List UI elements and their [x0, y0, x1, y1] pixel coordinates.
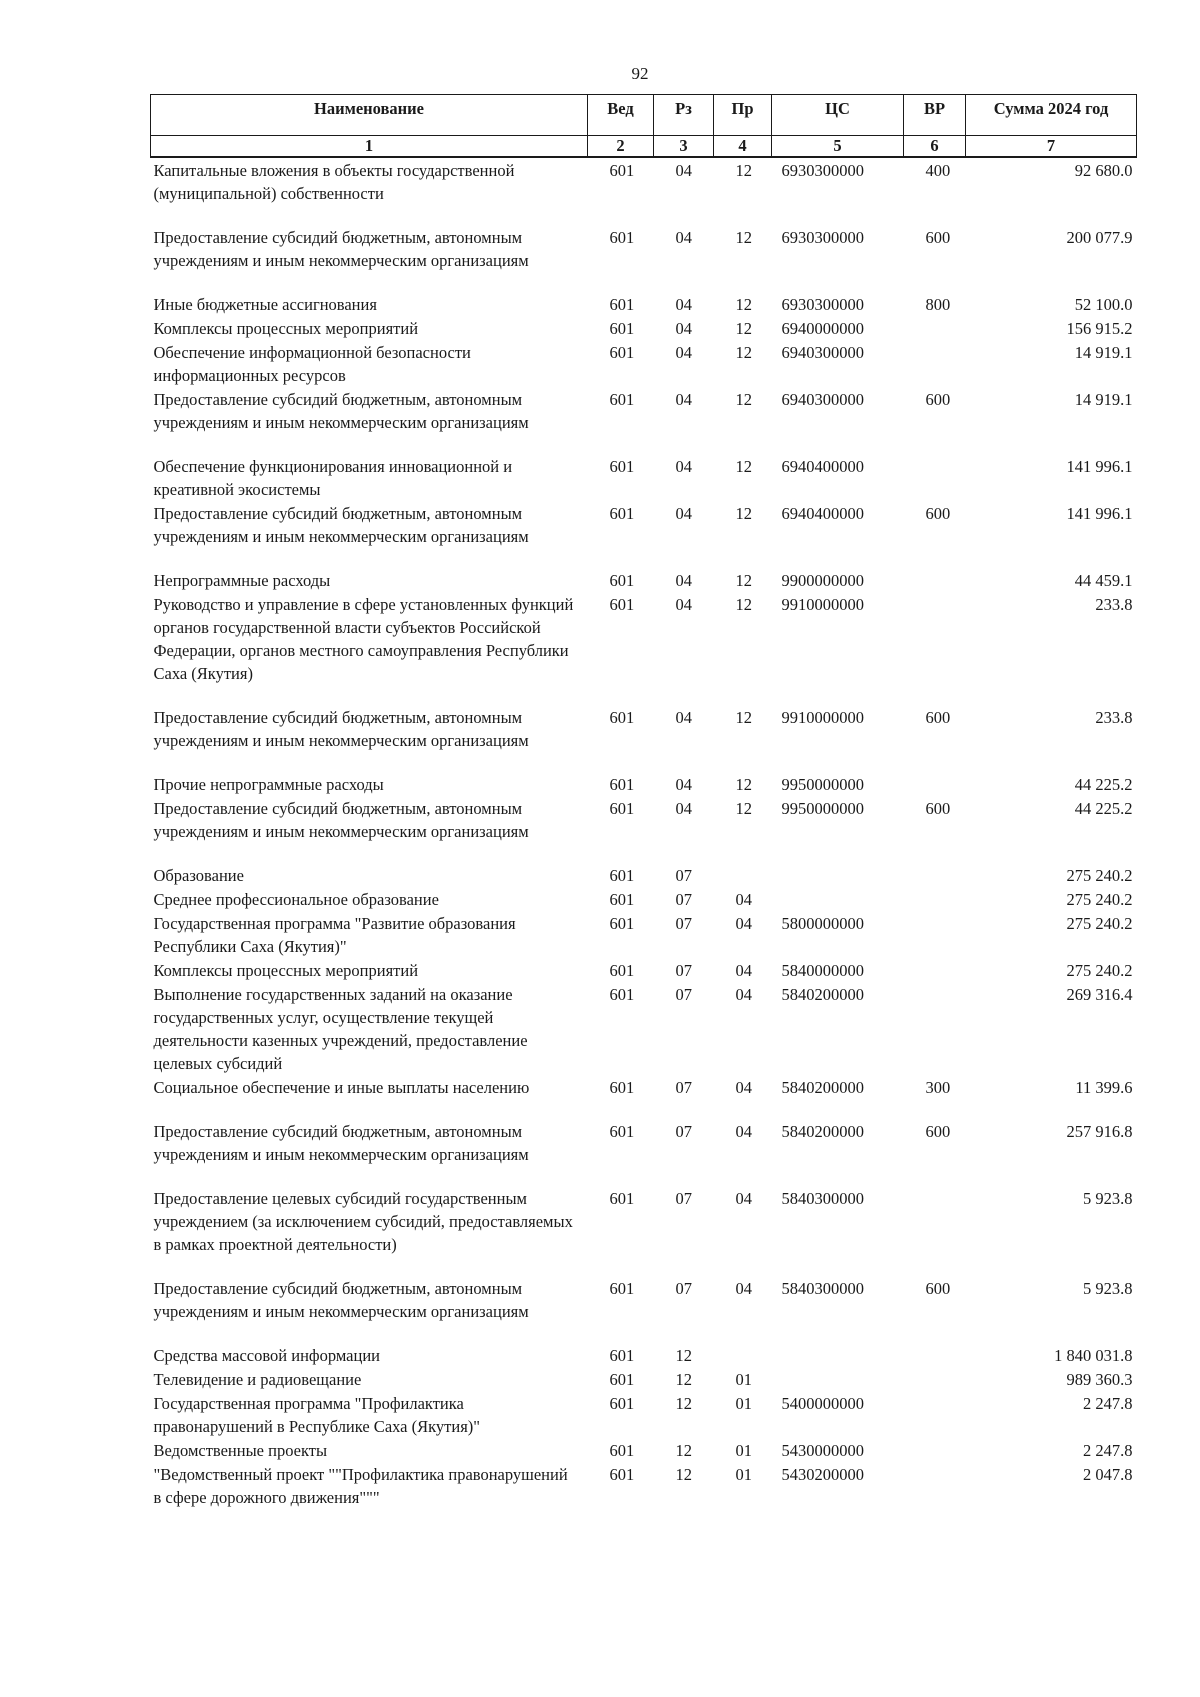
cell-rz: 04: [675, 457, 692, 476]
cell-name: Иные бюджетные ассигнования: [153, 295, 377, 314]
cell-ved: 601: [609, 1441, 635, 1460]
cell-sum: 5 923.8: [1083, 1279, 1133, 1298]
cell-pr: 12: [735, 708, 752, 727]
cell-vr: [904, 958, 966, 982]
cell-name: Средства массовой информации: [153, 1346, 380, 1365]
cell-cs: 5840200000: [781, 1122, 864, 1141]
cell-cs: 6940300000: [781, 390, 864, 409]
header-ved: Вед: [588, 95, 654, 136]
cell-rz: 12: [675, 1394, 692, 1413]
page-number: 92: [631, 64, 649, 83]
cell-vr: [904, 887, 966, 911]
cell-pr: 12: [735, 571, 752, 590]
cell-rz: 04: [675, 390, 692, 409]
table-row: [151, 568, 1137, 592]
cell-name: Прочие непрограммные расходы: [153, 775, 384, 794]
cell-ved: 601: [609, 571, 635, 590]
cell-sum: 233.8: [1095, 595, 1133, 614]
cell-name: Капитальные вложения в объекты государственной (муниципальной) собственности: [153, 161, 515, 203]
cell-rz: 04: [675, 775, 692, 794]
cell-cs: [772, 863, 904, 887]
cell-ved: 601: [609, 775, 635, 794]
cell-vr: 600: [925, 228, 951, 247]
cell-pr: 01: [735, 1370, 752, 1389]
table-row: [151, 887, 1137, 911]
cell-rz: 07: [675, 1078, 692, 1097]
cell-cs: 9900000000: [781, 571, 864, 590]
cell-name: Телевидение и радиовещание: [153, 1370, 362, 1389]
cell-sum: 14 919.1: [1074, 390, 1133, 409]
cell-ved: 601: [609, 504, 635, 523]
cell-vr: 400: [925, 161, 951, 180]
column-number: 4: [714, 136, 772, 158]
cell-ved: 601: [609, 457, 635, 476]
cell-pr: 01: [735, 1465, 752, 1484]
cell-pr: 04: [735, 985, 752, 1004]
cell-vr: 800: [925, 295, 951, 314]
column-number: 1: [151, 136, 588, 158]
cell-cs: 6930300000: [781, 228, 864, 247]
cell-name: Комплексы процессных мероприятий: [153, 319, 419, 338]
table-row: [151, 340, 1137, 387]
cell-pr: 12: [735, 343, 752, 362]
cell-sum: 52 100.0: [1074, 295, 1133, 314]
cell-vr: 600: [925, 504, 951, 523]
cell-sum: 2 247.8: [1083, 1441, 1133, 1460]
cell-rz: 12: [675, 1370, 692, 1389]
cell-cs: [772, 887, 904, 911]
cell-rz: 07: [675, 1189, 692, 1208]
cell-ved: 601: [609, 1465, 635, 1484]
cell-vr: 300: [925, 1078, 951, 1097]
header-pr: Пр: [714, 95, 772, 136]
cell-name: "Ведомственный проект ""Профилактика правонарушений в сфере дорожного движения""": [153, 1465, 568, 1507]
table-row: [151, 157, 1137, 225]
cell-rz: 04: [675, 228, 692, 247]
cell-sum: 141 996.1: [1066, 504, 1133, 523]
cell-sum: 275 240.2: [1066, 961, 1133, 980]
cell-pr: 04: [735, 1122, 752, 1141]
column-number: 7: [966, 136, 1137, 158]
cell-rz: 12: [675, 1441, 692, 1460]
cell-pr: 04: [735, 914, 752, 933]
cell-sum: 275 240.2: [1066, 914, 1133, 933]
cell-ved: 601: [609, 866, 635, 885]
cell-cs: 5840300000: [781, 1279, 864, 1298]
column-number: 6: [904, 136, 966, 158]
cell-pr: 12: [735, 775, 752, 794]
cell-vr: [904, 1367, 966, 1391]
cell-ved: 601: [609, 161, 635, 180]
cell-name: Обеспечение функционирования инновационной и креативной экосистемы: [153, 457, 513, 499]
cell-name: Социальное обеспечение и иные выплаты населению: [153, 1078, 530, 1097]
cell-sum: 2 047.8: [1083, 1465, 1133, 1484]
cell-sum: 44 225.2: [1074, 799, 1133, 818]
table-row: [151, 225, 1137, 292]
cell-ved: 601: [609, 1370, 635, 1389]
cell-rz: 04: [675, 343, 692, 362]
cell-vr: [904, 454, 966, 501]
cell-rz: 04: [675, 708, 692, 727]
table-row: [151, 454, 1137, 501]
cell-ved: 601: [609, 595, 635, 614]
table-row: [151, 958, 1137, 982]
cell-pr: 12: [735, 457, 752, 476]
table-row: [151, 1367, 1137, 1391]
cell-vr: 600: [925, 799, 951, 818]
cell-pr: 04: [735, 1189, 752, 1208]
cell-rz: 04: [675, 161, 692, 180]
table-row: [151, 1438, 1137, 1462]
cell-name: Предоставление субсидий бюджетным, автономным учреждениям и иным некоммерческим организациям: [153, 708, 529, 750]
cell-vr: [904, 592, 966, 705]
cell-pr: 12: [735, 228, 752, 247]
cell-ved: 601: [609, 295, 635, 314]
cell-pr: 12: [735, 161, 752, 180]
cell-name: Образование: [153, 866, 244, 885]
cell-name: Предоставление субсидий бюджетным, автономным учреждениям и иным некоммерческим организациям: [153, 504, 529, 546]
cell-ved: 601: [609, 890, 635, 909]
cell-vr: [904, 568, 966, 592]
cell-vr: [904, 911, 966, 958]
table-row: [151, 1075, 1137, 1119]
cell-sum: 1 840 031.8: [1054, 1346, 1133, 1365]
column-number: 2: [588, 136, 654, 158]
table-row: [151, 1186, 1137, 1276]
cell-pr: 04: [735, 890, 752, 909]
cell-pr: 04: [735, 1078, 752, 1097]
cell-rz: 07: [675, 961, 692, 980]
cell-sum: 44 459.1: [1074, 571, 1133, 590]
cell-cs: 5430200000: [781, 1465, 864, 1484]
table-row: [151, 316, 1137, 340]
header-cs: ЦС: [772, 95, 904, 136]
cell-rz: 04: [675, 319, 692, 338]
cell-sum: 5 923.8: [1083, 1189, 1133, 1208]
cell-pr: 12: [735, 390, 752, 409]
column-number: 5: [772, 136, 904, 158]
cell-rz: 07: [675, 914, 692, 933]
table-row: [151, 982, 1137, 1075]
cell-name: Обеспечение информационной безопасности информационных ресурсов: [153, 343, 471, 385]
cell-name: Руководство и управление в сфере установленных функций органов государственной власти субъектов Российской Федерации, органов местного самоуправления Республики Саха (Якутия): [153, 595, 574, 683]
cell-rz: 07: [675, 866, 692, 885]
cell-name: Предоставление субсидий бюджетным, автономным учреждениям и иным некоммерческим организациям: [153, 799, 529, 841]
cell-pr: 12: [735, 799, 752, 818]
cell-rz: 07: [675, 1279, 692, 1298]
cell-name: Ведомственные проекты: [153, 1441, 328, 1460]
cell-name: Предоставление субсидий бюджетным, автономным учреждениям и иным некоммерческим организациям: [153, 390, 529, 432]
cell-cs: 9910000000: [781, 595, 864, 614]
table-row: [151, 1276, 1137, 1343]
cell-pr: 04: [735, 961, 752, 980]
cell-name: Государственная программа "Развитие образования Республики Саха (Якутия)": [153, 914, 516, 956]
table-row: [151, 1391, 1137, 1438]
cell-cs: 5840000000: [781, 961, 864, 980]
cell-vr: [904, 340, 966, 387]
cell-rz: 07: [675, 890, 692, 909]
table-row: [151, 292, 1137, 316]
cell-rz: 04: [675, 799, 692, 818]
table-header-row: [151, 95, 1137, 136]
cell-sum: 44 225.2: [1074, 775, 1133, 794]
table-row: [151, 911, 1137, 958]
cell-rz: 04: [675, 571, 692, 590]
cell-sum: 269 316.4: [1066, 985, 1133, 1004]
cell-sum: 141 996.1: [1066, 457, 1133, 476]
table-row: [151, 1119, 1137, 1186]
cell-cs: 5840200000: [781, 985, 864, 1004]
cell-cs: 6930300000: [781, 295, 864, 314]
cell-sum: 275 240.2: [1066, 866, 1133, 885]
cell-rz: 12: [675, 1346, 692, 1365]
cell-name: Государственная программа "Профилактика правонарушений в Республике Саха (Якутия)": [153, 1394, 481, 1436]
cell-vr: [904, 1186, 966, 1276]
cell-pr: 12: [735, 504, 752, 523]
cell-vr: 600: [925, 1279, 951, 1298]
cell-ved: 601: [609, 1279, 635, 1298]
cell-sum: 233.8: [1095, 708, 1133, 727]
cell-pr: 12: [735, 595, 752, 614]
cell-name: Среднее профессиональное образование: [153, 890, 439, 909]
cell-sum: 275 240.2: [1066, 890, 1133, 909]
cell-cs: 6940400000: [781, 504, 864, 523]
table-row: [151, 592, 1137, 705]
cell-pr: 12: [735, 295, 752, 314]
cell-ved: 601: [609, 1078, 635, 1097]
cell-ved: 601: [609, 390, 635, 409]
cell-pr: 01: [735, 1441, 752, 1460]
header-rz: Рз: [654, 95, 714, 136]
cell-cs: 9910000000: [781, 708, 864, 727]
cell-vr: [904, 316, 966, 340]
table-row: [151, 796, 1137, 863]
cell-cs: [772, 1343, 904, 1367]
header-sum: Сумма 2024 год: [966, 95, 1137, 136]
cell-pr: 04: [735, 1279, 752, 1298]
cell-ved: 601: [609, 1122, 635, 1141]
table-row: [151, 387, 1137, 454]
cell-sum: 11 399.6: [1075, 1078, 1133, 1097]
cell-cs: 6940000000: [781, 319, 864, 338]
cell-sum: 92 680.0: [1074, 161, 1133, 180]
cell-sum: 200 077.9: [1066, 228, 1133, 247]
cell-ved: 601: [609, 799, 635, 818]
cell-vr: [904, 1391, 966, 1438]
header-vr: ВР: [904, 95, 966, 136]
table-row: [151, 1343, 1137, 1367]
cell-pr: 01: [735, 1394, 752, 1413]
cell-pr: [714, 1343, 772, 1367]
cell-rz: 07: [675, 1122, 692, 1141]
header-name: Наименование: [151, 95, 588, 136]
budget-table: [150, 94, 1137, 1509]
cell-vr: [904, 863, 966, 887]
cell-cs: 5430000000: [781, 1441, 864, 1460]
cell-vr: [904, 772, 966, 796]
cell-pr: [714, 863, 772, 887]
cell-vr: [904, 1343, 966, 1367]
cell-ved: 601: [609, 985, 635, 1004]
cell-rz: 12: [675, 1465, 692, 1484]
table-body: [151, 157, 1137, 1509]
cell-vr: [904, 1462, 966, 1509]
cell-ved: 601: [609, 961, 635, 980]
cell-cs: 5840200000: [781, 1078, 864, 1097]
cell-cs: 6940400000: [781, 457, 864, 476]
cell-sum: 14 919.1: [1074, 343, 1133, 362]
cell-name: Комплексы процессных мероприятий: [153, 961, 419, 980]
table-row: [151, 1462, 1137, 1509]
cell-name: Непрограммные расходы: [153, 571, 331, 590]
cell-name: Выполнение государственных заданий на оказание государственных услуг, осуществление текущей деятельности казенных учреждений, предоставление целевых субсидий: [153, 985, 528, 1073]
cell-rz: 04: [675, 504, 692, 523]
cell-ved: 601: [609, 228, 635, 247]
cell-sum: 257 916.8: [1066, 1122, 1133, 1141]
cell-name: Предоставление субсидий бюджетным, автономным учреждениям и иным некоммерческим организациям: [153, 228, 529, 270]
cell-rz: 04: [675, 595, 692, 614]
cell-name: Предоставление субсидий бюджетным, автономным учреждениям и иным некоммерческим организациям: [153, 1279, 529, 1321]
cell-sum: 2 247.8: [1083, 1394, 1133, 1413]
cell-cs: 5840300000: [781, 1189, 864, 1208]
column-number: 3: [654, 136, 714, 158]
cell-name: Предоставление субсидий бюджетным, автономным учреждениям и иным некоммерческим организациям: [153, 1122, 529, 1164]
cell-ved: 601: [609, 914, 635, 933]
cell-ved: 601: [609, 343, 635, 362]
cell-cs: 5800000000: [781, 914, 864, 933]
cell-sum: 156 915.2: [1066, 319, 1133, 338]
cell-vr: 600: [925, 1122, 951, 1141]
cell-pr: 12: [735, 319, 752, 338]
cell-rz: 04: [675, 295, 692, 314]
cell-ved: 601: [609, 1394, 635, 1413]
cell-cs: 5400000000: [781, 1394, 864, 1413]
cell-cs: 9950000000: [781, 775, 864, 794]
cell-vr: 600: [925, 390, 951, 409]
cell-cs: 6930300000: [781, 161, 864, 180]
table-row: [151, 863, 1137, 887]
cell-cs: 6940300000: [781, 343, 864, 362]
cell-vr: 600: [925, 708, 951, 727]
cell-rz: 07: [675, 985, 692, 1004]
cell-name: Предоставление целевых субсидий государственным учреждением (за исключением субсидий, предоставляемых в рамках проектной деятельности): [153, 1189, 573, 1254]
cell-ved: 601: [609, 1346, 635, 1365]
table-row: [151, 772, 1137, 796]
cell-ved: 601: [609, 319, 635, 338]
cell-cs: 9950000000: [781, 799, 864, 818]
table-row: [151, 705, 1137, 772]
cell-ved: 601: [609, 708, 635, 727]
table-row: [151, 501, 1137, 568]
cell-vr: [904, 1438, 966, 1462]
cell-cs: [772, 1367, 904, 1391]
column-number-row: [151, 136, 1137, 158]
cell-sum: 989 360.3: [1066, 1370, 1133, 1389]
cell-ved: 601: [609, 1189, 635, 1208]
cell-vr: [904, 982, 966, 1075]
